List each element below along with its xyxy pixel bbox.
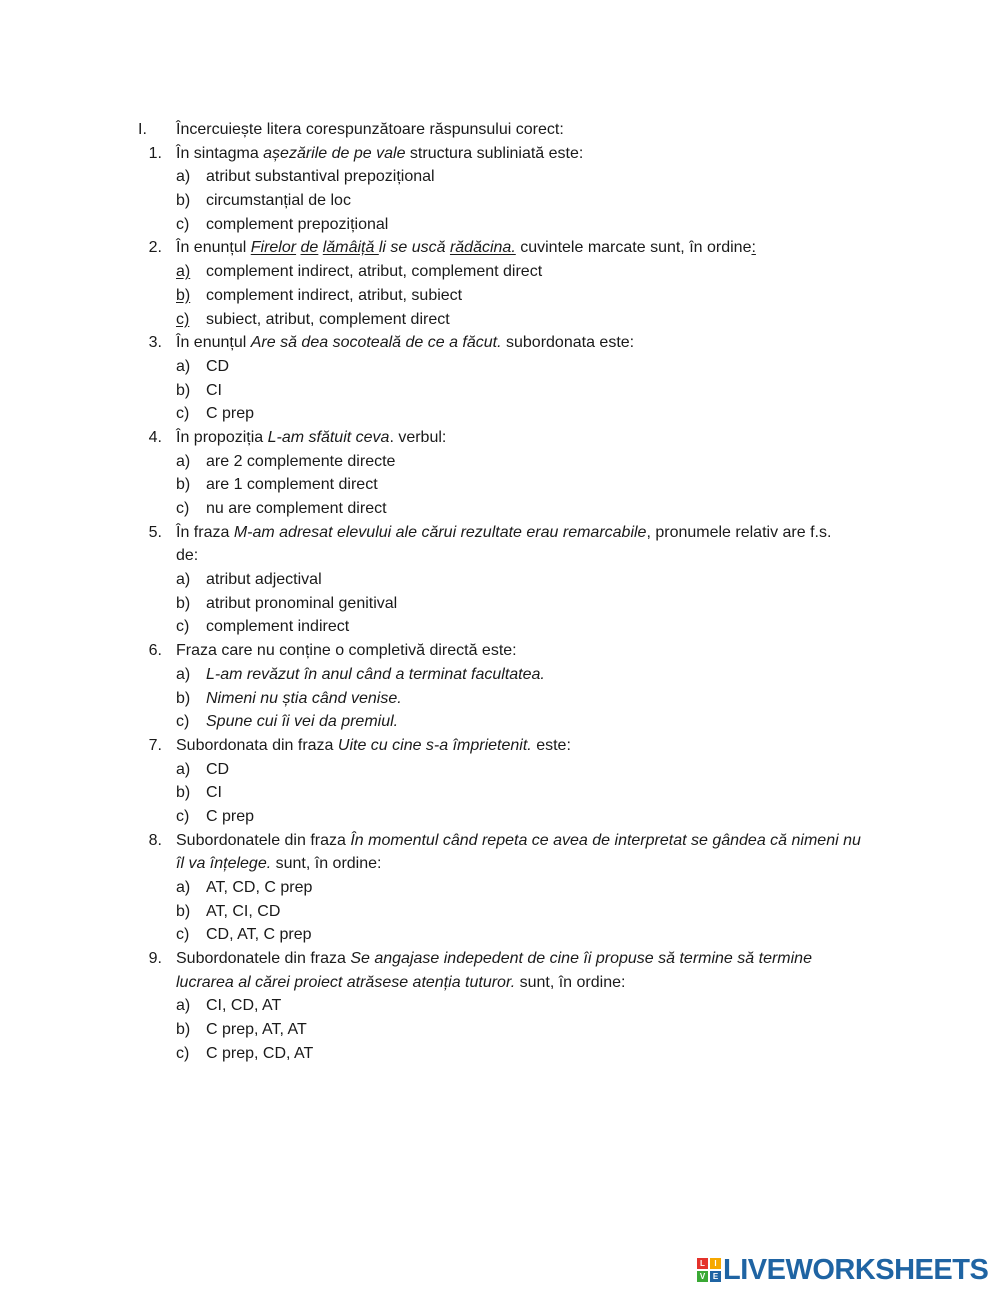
answer-option[interactable] [0,568,1000,592]
question-text: În propoziția L-am sfătuit ceva. verbul: [176,428,447,446]
option-text: CD, AT, C prep [206,926,312,944]
answer-option[interactable] [0,663,1000,687]
question-5-continuation [0,544,1000,568]
option-text: atribut substantival prepozițional [206,168,435,186]
option-text: AT, CD, C prep [206,879,313,896]
option-letter[interactable]: a) [176,665,191,683]
option-letter[interactable]: b) [176,192,191,210]
option-letter[interactable]: b) [176,381,191,399]
option-letter[interactable]: c) [176,1044,190,1062]
answer-option[interactable] [0,1042,1000,1066]
option-text: atribut adjectival [206,571,322,589]
option-letter[interactable]: c) [176,500,190,517]
question-number: 8. [148,831,162,849]
question-text: Fraza care nu conține o completivă directă este: [176,642,517,660]
option-text: C prep [206,405,255,423]
option-text: complement prepozițional [206,215,389,233]
section-heading [0,118,1000,142]
option-letter[interactable]: a) [176,879,191,896]
answer-option[interactable] [0,165,1000,189]
answer-option[interactable] [0,592,1000,616]
answer-option[interactable] [0,900,1000,924]
answer-option[interactable] [0,876,1000,900]
answer-option[interactable] [0,497,1000,521]
question-9 [0,947,1000,971]
option-letter[interactable]: c) [176,405,190,423]
option-letter[interactable]: a) [176,571,191,589]
question-number: 4. [148,428,162,446]
question-text: În fraza M-am adresat elevului ale cărui rezultate erau remarcabile, pronumele relativ are f.s. [176,523,832,541]
question-4 [0,426,1000,450]
answer-option[interactable] [0,450,1000,474]
answer-option[interactable] [0,379,1000,403]
liveworksheets-logo [697,1254,988,1286]
option-text: complement indirect [206,618,350,636]
logo-block: I [710,1258,721,1269]
question-text-continued: lucrarea al cărei proiect atrăsese atenția tuturor. sunt, în ordine: [176,973,626,991]
option-letter[interactable]: c) [176,807,190,825]
question-number: 1. [148,144,162,162]
question-number: 9. [148,950,162,968]
section-instruction: Încercuiește litera corespunzătoare răspunsului corect: [176,121,564,138]
option-text: AT, CI, CD [206,902,281,920]
option-text: C prep, CD, AT [206,1044,314,1062]
logo-blocks-icon [697,1258,721,1282]
question-number: 6. [148,642,162,660]
question-9-continuation [0,971,1000,995]
question-3 [0,331,1000,355]
answer-option[interactable] [0,402,1000,426]
option-text: atribut pronominal genitival [206,594,398,612]
option-text: C prep [206,807,255,825]
option-letter[interactable]: c) [176,215,190,233]
logo-text: LIVEWORKSHEETS [723,1253,989,1286]
answer-option[interactable] [0,260,1000,284]
option-letter[interactable]: b) [176,902,191,920]
option-text: are 1 complement direct [206,476,378,494]
section-number: I. [138,121,147,138]
option-letter[interactable]: b) [176,1021,191,1039]
answer-option[interactable] [0,805,1000,829]
option-text: Nimeni nu știa când venise. [206,689,402,707]
option-letter[interactable]: b) [176,594,191,612]
question-text: În enunțul Are să dea socoteală de ce a făcut. subordonata este: [176,334,635,352]
question-text: În enunțul Firelor de lămâiță li se uscă rădăcina. cuvintele marcate sunt, în ordine: [176,239,756,257]
logo-block: V [697,1271,708,1282]
question-text: Subordonata din fraza Uite cu cine s-a împrietenit. este: [176,736,571,754]
option-letter[interactable]: c) [176,310,190,328]
question-1 [0,142,1000,166]
answer-option[interactable] [0,615,1000,639]
option-text: CI, CD, AT [206,997,282,1015]
option-text: Spune cui îi vei da premiul. [206,713,399,731]
answer-option[interactable] [0,687,1000,711]
logo-block: L [697,1258,708,1269]
question-text: Subordonatele din fraza Se angajase indepedent de cine îi propuse să termine să termine [176,950,812,968]
question-text-continued: de: [176,547,199,565]
answer-option[interactable] [0,189,1000,213]
option-letter[interactable]: b) [176,286,191,304]
option-text: complement indirect, atribut, subiect [206,286,463,304]
option-text: subiect, atribut, complement direct [206,310,450,328]
answer-option[interactable] [0,1018,1000,1042]
question-6 [0,639,1000,663]
question-7 [0,734,1000,758]
option-text: CI [206,381,222,399]
answer-option[interactable] [0,781,1000,805]
question-8-continuation [0,852,1000,876]
question-number: 2. [148,239,162,257]
option-text: complement indirect, atribut, complement direct [206,263,543,281]
option-letter[interactable]: b) [176,784,191,802]
option-letter[interactable]: c) [176,713,190,731]
option-letter[interactable]: a) [176,760,191,778]
answer-option[interactable] [0,308,1000,332]
answer-option[interactable] [0,923,1000,947]
option-letter[interactable]: b) [176,689,191,707]
option-text: C prep, AT, AT [206,1021,307,1039]
question-number: 3. [148,334,162,352]
answer-option[interactable] [0,994,1000,1018]
question-number: 7. [148,736,162,754]
logo-block: E [710,1271,721,1282]
option-text: are 2 complemente directe [206,452,396,470]
question-text: În sintagma așezările de pe vale structura subliniată este: [176,144,584,162]
option-letter[interactable]: c) [176,926,190,944]
option-letter[interactable]: a) [176,357,191,375]
option-letter[interactable]: b) [176,476,191,494]
question-5 [0,521,1000,545]
option-letter[interactable]: a) [176,263,191,281]
option-text: circumstanțial de loc [206,192,351,210]
option-text: CD [206,760,230,778]
answer-option[interactable] [0,473,1000,497]
question-text-continued: îl va înțelege. sunt, în ordine: [176,855,382,873]
option-letter[interactable]: c) [176,618,190,636]
option-text: CI [206,784,222,802]
question-text: Subordonatele din fraza În momentul când repeta ce avea de interpretat se gândea că nimeni nu [176,831,861,849]
option-letter[interactable]: a) [176,168,191,186]
answer-option[interactable] [0,710,1000,734]
option-letter[interactable]: a) [176,452,191,470]
answer-option[interactable] [0,355,1000,379]
answer-option[interactable] [0,213,1000,237]
option-text: L-am revăzut în anul când a terminat facultatea. [206,665,545,683]
question-8 [0,829,1000,853]
answer-option[interactable] [0,284,1000,308]
question-2 [0,236,1000,260]
question-number: 5. [148,523,162,541]
worksheet [0,118,1000,1066]
option-letter[interactable]: a) [176,997,191,1015]
answer-option[interactable] [0,758,1000,782]
option-text: nu are complement direct [206,500,387,517]
option-text: CD [206,357,230,375]
